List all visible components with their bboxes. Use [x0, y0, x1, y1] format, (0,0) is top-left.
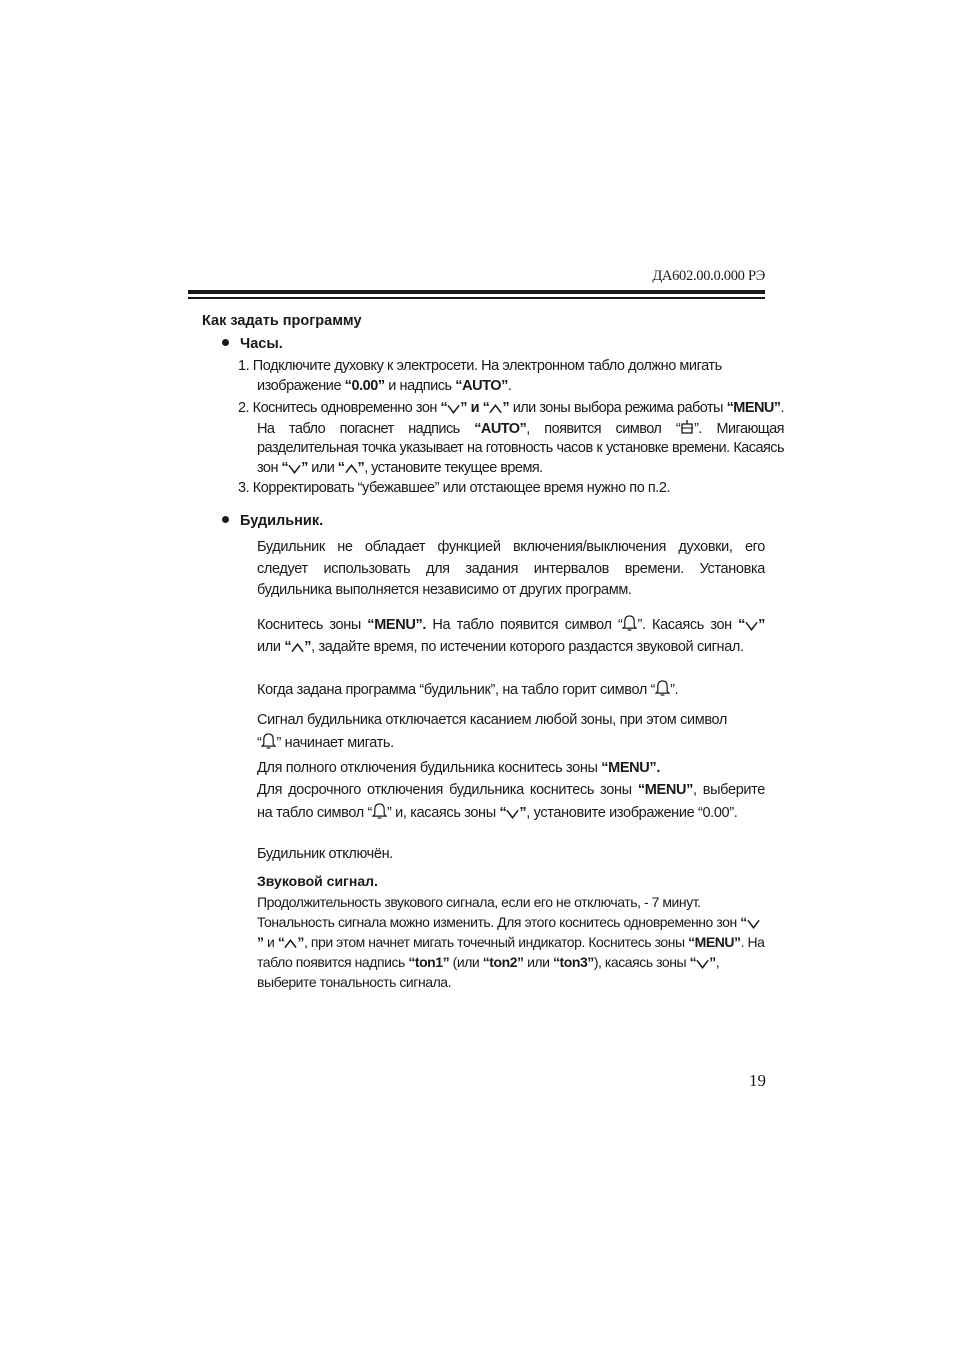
document-code: ДА602.00.0.000 РЭ	[652, 268, 765, 284]
bell-icon	[655, 679, 670, 696]
clock-symbol-icon	[680, 419, 694, 435]
chevron-up-icon	[284, 939, 297, 949]
header-rule-thin	[188, 297, 765, 299]
clock-heading: Часы.	[222, 336, 283, 352]
sound-heading: Звуковой сигнал.	[257, 873, 378, 889]
bullet-icon	[222, 339, 229, 346]
bell-icon	[372, 802, 387, 819]
chevron-down-icon	[447, 404, 460, 414]
chevron-up-icon	[345, 464, 358, 474]
alarm-paragraph-6: Для досрочного отключения будильника коснитесь зоны “MENU”, выберите на табло символ “ ” и, касаясь зоны “ ”, установите изображение “0.00”.	[257, 782, 765, 821]
bell-icon	[261, 732, 276, 749]
alarm-paragraph-1: Будильник не обладает функцией включения/выключения духовки, его следует использовать для задания интервалов времени. Установка будильника выполняется независимо от других программ.	[257, 539, 765, 598]
alarm-paragraph-4: Сигнал будильника отключается касанием любой зоны, при этом символ “ ” начинает мигать.	[257, 712, 728, 751]
alarm-paragraph-3: Когда задана программа “будильник”, на табло горит символ “ ”.	[257, 679, 765, 702]
section-title: Как задать программу	[202, 313, 362, 329]
chevron-down-icon	[696, 959, 709, 969]
bullet-icon	[222, 516, 229, 523]
alarm-paragraph-2: Коснитесь зоны “MENU”. На табло появится символ “ ”. Касаясь зон “ ” или “ ”, задайте время, по истечении которого раздастся звуковой сигнал.	[257, 614, 765, 658]
sound-paragraph: Продолжительность звукового сигнала, если его не отключать, - 7 минут. Тональность сигнала можно изменить. Для этого коснитесь одновременно зон “” и “ ”, при этом начнет мигать точечный индикатор. Коснитесь зоны “MENU”. На табло появится надпись “ton1” (или “ton2” или “ton3”), касаясь зоны “ ”, выберите тональность сигнала.	[257, 894, 765, 990]
chevron-down-icon	[506, 809, 519, 819]
chevron-up-icon	[489, 404, 502, 414]
chevron-down-icon	[288, 464, 301, 474]
clock-step-3: 3. Корректировать “убежавшее” или отстающее время нужно по п.2.	[238, 480, 671, 496]
header-rule-thick	[188, 290, 765, 294]
alarm-paragraph-5: Для полного отключения будильника коснитесь зоны “MENU”.	[257, 760, 661, 776]
bell-icon	[622, 614, 637, 631]
page-number: 19	[749, 1071, 766, 1090]
chevron-down-icon	[747, 919, 760, 929]
alarm-paragraph-7: Будильник отключён.	[257, 846, 393, 862]
clock-step-1: 1. Подключите духовку к электросети. На электронном табло должно мигать изображение “0.00” и надпись “AUTO”.	[238, 358, 722, 394]
chevron-down-icon	[745, 621, 758, 631]
alarm-heading: Будильник.	[222, 513, 323, 529]
chevron-up-icon	[291, 643, 304, 653]
clock-step-2: 2. Коснитесь одновременно зон “ ” и “ ” или зоны выбора режима работы “MENU”. На табло погаснет надпись “AUTO”, появится символ “ ”. Мигающая разделительная точка указывает на готовность часов к установке времени. Касаясь зон “ ” или “ ”, установите текущее время.	[238, 400, 784, 476]
